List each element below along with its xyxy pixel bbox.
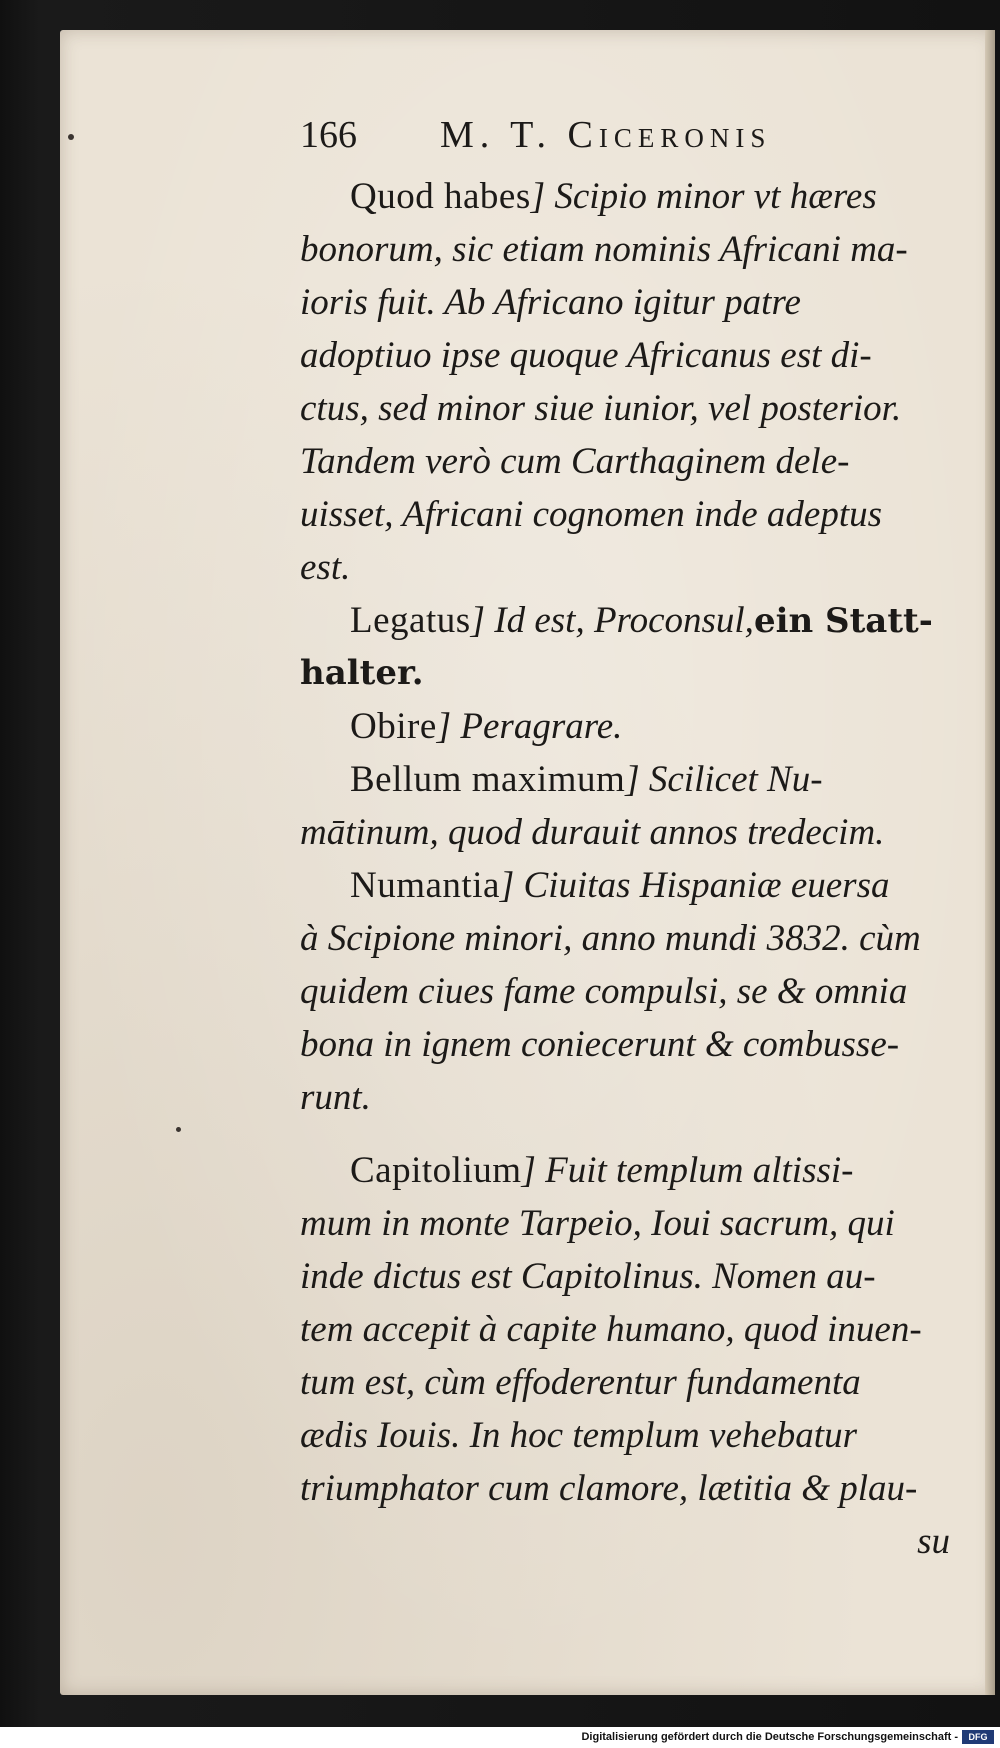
catchword: su bbox=[917, 1521, 950, 1562]
text-line: triumphator cum clamore, lætitia & plau- bbox=[300, 1468, 918, 1509]
dfg-logo-icon: DFG bbox=[962, 1730, 994, 1744]
lemma: Quod habes bbox=[350, 176, 531, 217]
running-title: M. T. Ciceronis bbox=[440, 114, 772, 156]
german-gloss: ein Statt- bbox=[753, 601, 933, 641]
text-line: ioris fuit. Ab Africano igitur patre bbox=[300, 282, 801, 323]
text-line: tum est, cùm effoderentur fundamenta bbox=[300, 1362, 861, 1403]
gloss: ] Fuit templum altissi- bbox=[521, 1150, 854, 1191]
text-line: quidem ciues fame compulsi, se & omnia bbox=[300, 971, 908, 1012]
lemma: Obire bbox=[350, 706, 437, 747]
funding-credit: Digitalisierung gefördert durch die Deutsche Forschungsgemeinschaft - bbox=[581, 1731, 958, 1743]
lemma: Capitolium bbox=[350, 1150, 522, 1191]
text-line: ædis Iouis. In hoc templum vehebatur bbox=[300, 1415, 857, 1456]
gloss: ] Scipio minor vt hæres bbox=[530, 176, 877, 217]
running-head bbox=[300, 113, 900, 163]
text-line: mum in monte Tarpeio, Ioui sacrum, qui bbox=[300, 1203, 895, 1244]
page-edge bbox=[985, 30, 995, 1695]
text-line: halter. bbox=[300, 653, 424, 693]
text-line: est. bbox=[300, 547, 351, 588]
text-line: bona in ignem coniecerunt & combusse- bbox=[300, 1024, 900, 1065]
text-line: runt. bbox=[300, 1077, 371, 1118]
text-line: Tandem verò cum Carthaginem dele- bbox=[300, 441, 850, 482]
text-line: à Scipione minori, anno mundi 3832. cùm bbox=[300, 918, 921, 959]
gloss: ] Scilicet Nu- bbox=[625, 759, 823, 800]
text-line bbox=[300, 594, 960, 647]
text-line: mātinum, quod durauit annos tredecim. bbox=[300, 812, 885, 853]
text-line bbox=[300, 1144, 960, 1197]
paragraph-gap bbox=[300, 1124, 960, 1144]
lemma: Legatus bbox=[350, 600, 471, 641]
footer-bar bbox=[0, 1727, 1000, 1748]
text-line bbox=[300, 753, 960, 806]
text-line bbox=[300, 170, 960, 223]
ink-speck bbox=[176, 1127, 181, 1132]
text-line: ctus, sed minor siue iunior, vel posterior. bbox=[300, 388, 902, 429]
gloss: ] Ciuitas Hispaniæ euersa bbox=[499, 865, 890, 906]
text-line: bonorum, sic etiam nominis Africani ma- bbox=[300, 229, 908, 270]
page-number: 166 bbox=[300, 114, 357, 156]
text-line: inde dictus est Capitolinus. Nomen au- bbox=[300, 1256, 876, 1297]
text-line bbox=[300, 859, 960, 912]
lemma: Bellum maximum bbox=[350, 759, 626, 800]
commentary-text bbox=[300, 170, 960, 1568]
text-line: adoptiuo ipse quoque Africanus est di- bbox=[300, 335, 872, 376]
text-line bbox=[300, 700, 960, 753]
text-line: tem accepit à capite humano, quod inuen- bbox=[300, 1309, 922, 1350]
text-line: uisset, Africani cognomen inde adeptus bbox=[300, 494, 882, 535]
ink-speck bbox=[68, 134, 74, 140]
lemma: Numantia bbox=[350, 865, 500, 906]
gloss: ] Id est, Proconsul, bbox=[470, 600, 754, 641]
gloss: ] Peragrare. bbox=[436, 706, 623, 747]
